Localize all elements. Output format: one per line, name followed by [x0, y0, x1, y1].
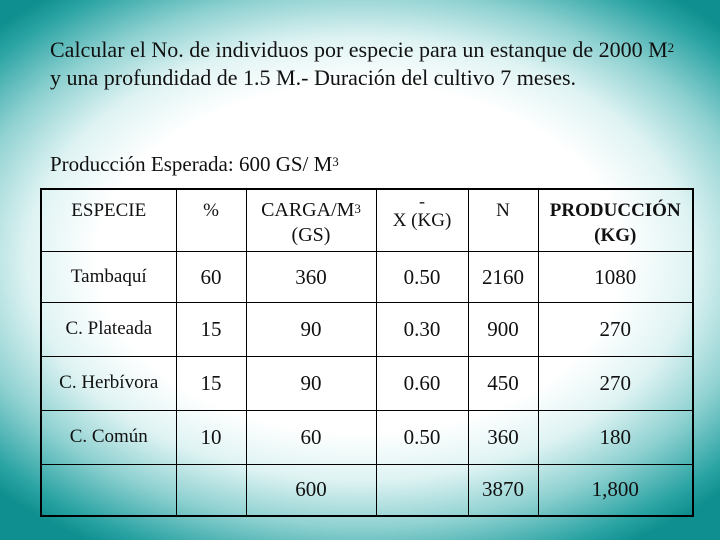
- table-header-row: [41, 189, 693, 251]
- header-carga: [246, 189, 376, 251]
- total-xkg-empty: [376, 464, 468, 516]
- expected-production-label: Producción Esperada: 600 GS/ M: [50, 152, 333, 176]
- cell-produccion: 270: [538, 356, 693, 410]
- header-xbar-dash: -: [419, 191, 425, 211]
- cell-xkg: 0.50: [376, 410, 468, 464]
- cell-produccion: 180: [538, 410, 693, 464]
- header-percent: %: [176, 189, 246, 251]
- header-especie: ESPECIE: [41, 189, 176, 251]
- cell-especie: Tambaquí: [41, 251, 176, 302]
- species-table: [40, 188, 694, 517]
- expected-production: [50, 150, 339, 178]
- table-row: [41, 410, 693, 464]
- cell-xkg: 0.50: [376, 251, 468, 302]
- header-produccion: [538, 189, 693, 251]
- total-produccion: 1,800: [538, 464, 693, 516]
- header-xkg: [376, 189, 468, 251]
- total-n: 3870: [468, 464, 538, 516]
- cell-n: 2160: [468, 251, 538, 302]
- cell-produccion: 270: [538, 302, 693, 356]
- cell-especie: C. Plateada: [41, 302, 176, 356]
- problem-statement: [50, 36, 690, 92]
- cell-xkg: 0.60: [376, 356, 468, 410]
- header-n: N: [468, 189, 538, 251]
- expected-production-superscript: 3: [332, 154, 339, 169]
- cell-percent: 10: [176, 410, 246, 464]
- total-especie-empty: [41, 464, 176, 516]
- cell-xkg: 0.30: [376, 302, 468, 356]
- cell-n: 360: [468, 410, 538, 464]
- problem-superscript: 2: [667, 40, 675, 55]
- cell-carga: 90: [246, 356, 376, 410]
- cell-especie: C. Herbívora: [41, 356, 176, 410]
- cell-carga: 360: [246, 251, 376, 302]
- header-carga-unit: (GS): [291, 224, 331, 246]
- cell-percent: 60: [176, 251, 246, 302]
- header-xbar-label: X (KG): [392, 210, 452, 231]
- cell-especie: C. Común: [41, 410, 176, 464]
- cell-n: 900: [468, 302, 538, 356]
- header-produccion-label: PRODUCCIÓN: [549, 200, 681, 221]
- table-row: [41, 356, 693, 410]
- table-row: [41, 251, 693, 302]
- cell-percent: 15: [176, 356, 246, 410]
- cell-carga: 60: [246, 410, 376, 464]
- table-row: [41, 302, 693, 356]
- cell-n: 450: [468, 356, 538, 410]
- header-produccion-unit: (KG): [594, 225, 637, 246]
- cell-carga: 90: [246, 302, 376, 356]
- header-carga-label: CARGA/M: [261, 199, 355, 221]
- totals-row: [41, 464, 693, 516]
- cell-percent: 15: [176, 302, 246, 356]
- total-percent-empty: [176, 464, 246, 516]
- problem-text-2: y una profundidad de 1.5 M.- Duración del cultivo 7 meses.: [50, 65, 577, 90]
- problem-text-1: Calcular el No. de individuos por especie para un estanque de 2000 M: [50, 37, 668, 62]
- total-carga: 600: [246, 464, 376, 516]
- header-carga-sup: 3: [354, 201, 361, 216]
- cell-produccion: 1080: [538, 251, 693, 302]
